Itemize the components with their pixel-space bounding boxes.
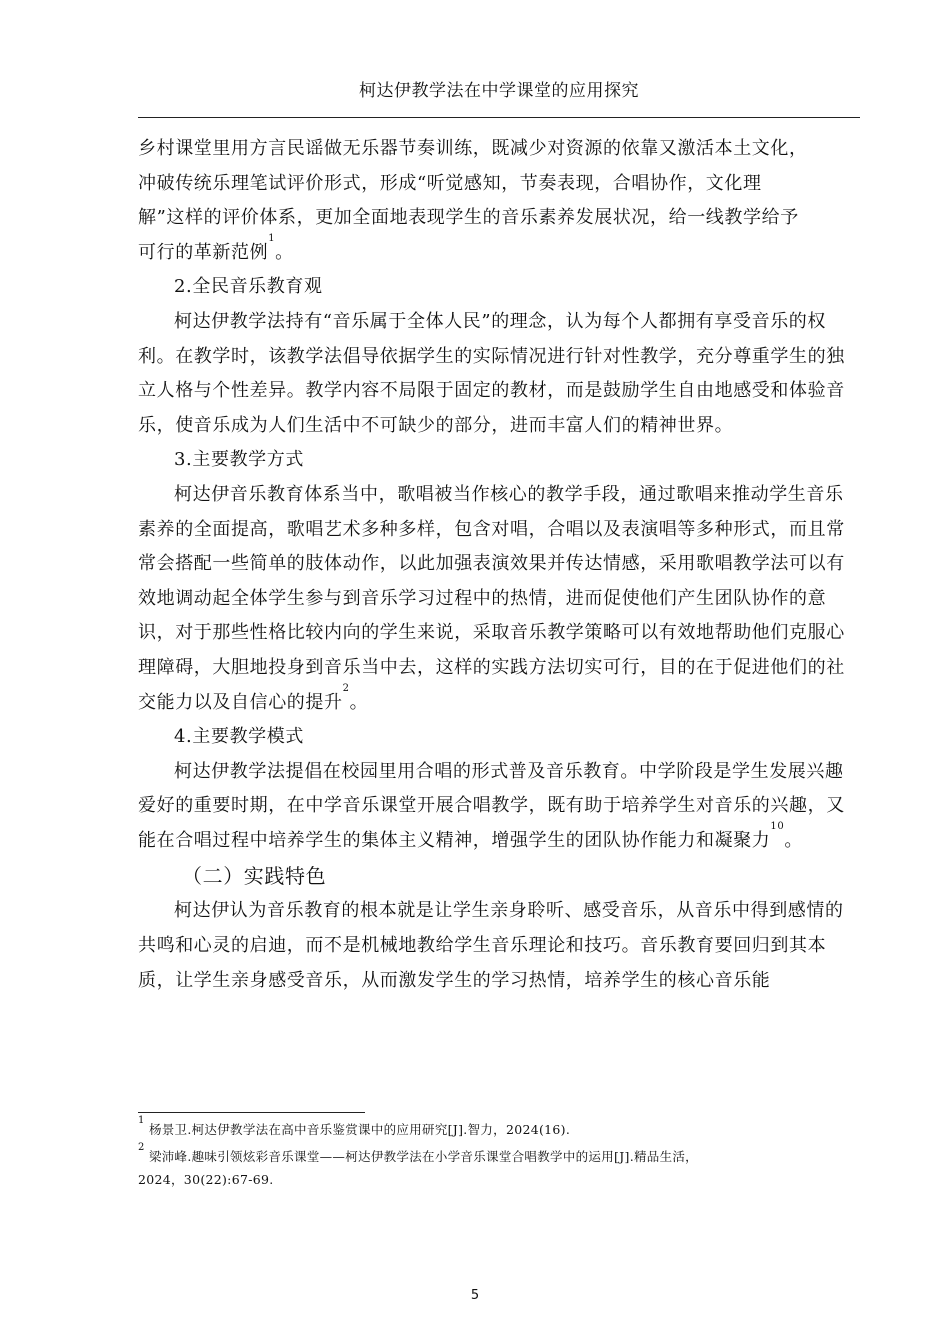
footnote-ref-2[interactable]: 2 — [342, 682, 350, 694]
paragraph-teaching-methods — [138, 478, 860, 720]
subheading-teaching-mode: 4.主要教学模式 — [174, 726, 304, 748]
running-header: 柯达伊教学法在中学课堂的应用探究 — [359, 81, 639, 101]
footnote-ref-10[interactable]: 10 — [770, 820, 785, 832]
footnote-mark: 2 — [138, 1142, 145, 1153]
text-fragment: 可行的革新范例 — [138, 241, 269, 263]
page-number: 5 — [470, 1288, 480, 1303]
text-line: 乡村课堂里用方言民谣做无乐器节奏训练，既减少对资源的依靠又激活本土文化， — [138, 138, 808, 159]
text-fragment: 。 — [784, 829, 803, 851]
footnote-mark: 1 — [138, 1115, 145, 1126]
footnote-1 — [138, 1115, 860, 1141]
footnote-line: 2024，30(22):67-69. — [138, 1172, 274, 1187]
subheading-universal-music-education: 2.全民音乐教育观 — [174, 276, 323, 298]
header-rule — [138, 117, 860, 118]
text-line — [138, 232, 860, 271]
footnote-text: 杨景卫.柯达伊教学法在高中音乐鉴赏课中的应用研究[J].智力，2024(16). — [148, 1122, 571, 1137]
text-line: 解”这样的评价体系，更加全面地表现学生的音乐素养发展状况，给一线教学给予 — [138, 207, 799, 229]
footnote-text: 梁沛峰.趣味引领炫彩音乐课堂——柯达伊教学法在小学音乐课堂合唱教学中的运用[J].精品生活， — [148, 1149, 698, 1164]
footnote-line — [138, 1115, 860, 1141]
text-fragment: 柯达伊教学法提倡在校园里用合唱的形式普及音乐教育。中学阶段是学生发展兴趣爱好的重要时期，在中学音乐课堂开展合唱教学，既有助于培养学生对音乐的兴趣，又能在合唱过程中培养学生的集体主义精神，增强学生的团队协作能力和凝聚力 — [138, 760, 845, 851]
paragraph-continued — [138, 132, 860, 270]
footnote-rule — [138, 1112, 365, 1113]
footnote-2 — [138, 1142, 860, 1191]
paragraph-practice-features: 柯达伊认为音乐教育的根本就是让学生亲身聆听、感受音乐，从音乐中得到感情的共鸣和心灵的启迪，而不是机械地教给学生音乐理论和技巧。音乐教育要回归到其本质，让学生亲身感受音乐，从而激发学生的学习热情，培养学生的核心音乐能 — [138, 900, 844, 991]
footnotes — [138, 1115, 860, 1195]
paragraph-teaching-mode — [138, 755, 860, 859]
text-line: 冲破传统乐理笔试评价形式，形成“听觉感知，节奏表现，合唱协作，文化理 — [138, 172, 762, 194]
main-body — [138, 132, 860, 998]
text-fragment: 。 — [275, 241, 294, 263]
section-heading-practice-features: （二）实践特色 — [182, 864, 327, 889]
paragraph-universal-music-education: 柯达伊教学法持有“音乐属于全体人民”的理念，认为每个人都拥有享受音乐的权利。在教学时，该教学法倡导依据学生的实际情况进行针对性教学，充分尊重学生的独立人格与个性差异。教学内容不局限于固定的教材，而是鼓励学生自由地感受和体验音乐，使音乐成为人们生活中不可缺少的部分，进而丰富人们的精神世界。 — [138, 310, 845, 436]
text-fragment: 柯达伊音乐教育体系当中，歌唱被当作核心的教学手段，通过歌唱来推动学生音乐素养的全面提高，歌唱艺术多种多样，包含对唱，合唱以及表演唱等多种形式，而且常常会搭配一些简单的肢体动作，以此加强表演效果并传达情感，采用歌唱教学法可以有效地调动起全体学生参与到音乐学习过程中的热情，进而促使他们产生团队协作的意识，对于那些性格比较内向的学生来说，采取音乐教学策略可以有效地帮助他们克服心理障碍，大胆地投身到音乐当中去，这样的实践方法切实可行，目的在于促进他们的社交能力以及自信心的提升 — [138, 483, 845, 713]
footnote-line — [138, 1142, 860, 1168]
text-fragment: 。 — [349, 691, 369, 713]
subheading-teaching-methods: 3.主要教学方式 — [174, 449, 304, 471]
footnote-ref-1[interactable]: 1 — [268, 232, 276, 244]
